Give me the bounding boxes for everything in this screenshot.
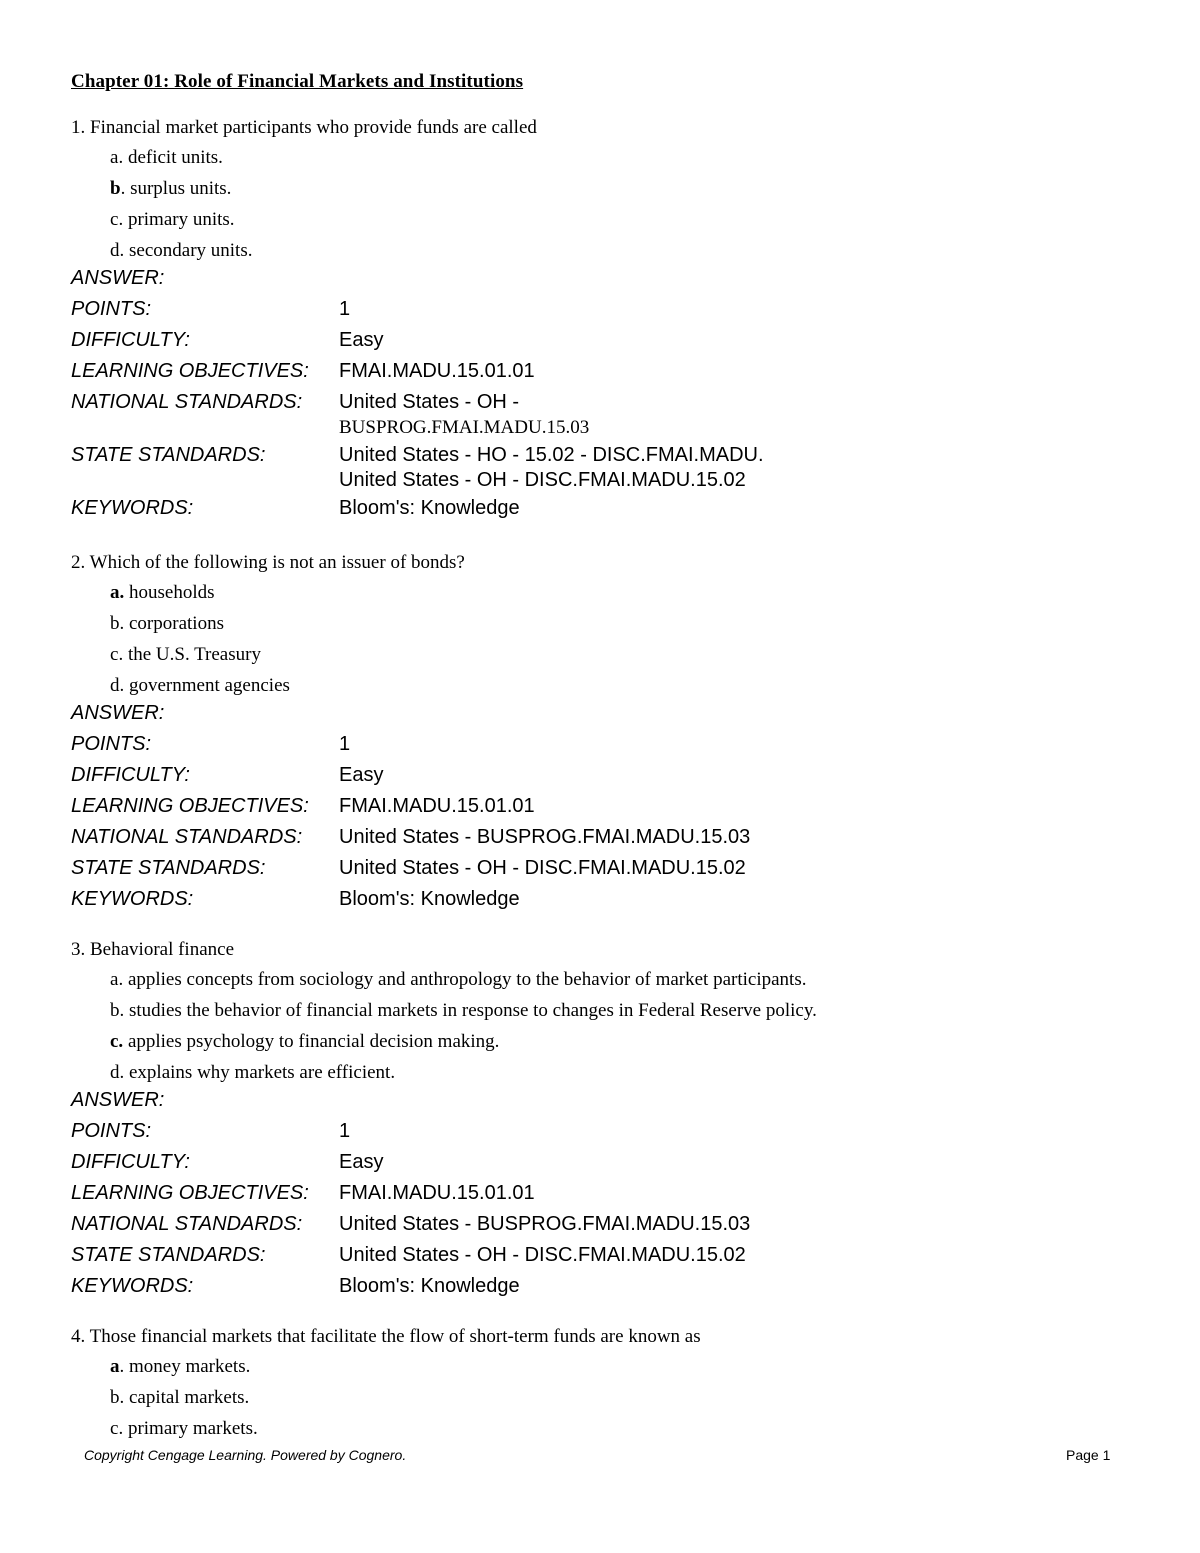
question-3 <box>71 936 1131 1305</box>
choice-c: c. the U.S. Treasury <box>110 644 261 665</box>
answer-row: ANSWER: <box>71 267 165 289</box>
keywords-row: KEYWORDS: Bloom's: Knowledge <box>71 888 520 910</box>
answer-row: ANSWER: <box>71 702 165 724</box>
choice-b: b. surplus units. <box>110 178 232 199</box>
state-standards-row: STATE STANDARDS: United States - OH - DISC.FMAI.MADU.15.02 <box>71 1244 746 1266</box>
national-standards-row: NATIONAL STANDARDS: United States - BUSPROG.FMAI.MADU.15.03 <box>71 826 751 848</box>
points-row: POINTS: 1 <box>71 1120 351 1142</box>
page-number: Page 1 <box>1066 1447 1111 1463</box>
choice-a: a. applies concepts from sociology and anthropology to the behavior of market participants. <box>110 969 807 990</box>
choice-d: d. explains why markets are efficient. <box>110 1062 396 1083</box>
question-1 <box>71 114 1131 527</box>
question-2 <box>71 549 1131 918</box>
question-stem: 4. Those financial markets that facilitate the flow of short-term funds are known as <box>71 1326 701 1347</box>
choice-b: b. corporations <box>110 613 224 634</box>
learning-objectives-row: LEARNING OBJECTIVES: FMAI.MADU.15.01.01 <box>71 795 535 817</box>
choice-c: c. primary units. <box>110 209 235 230</box>
footer-copyright: Copyright Cengage Learning. Powered by Cognero. <box>84 1447 407 1463</box>
national-standards-row: NATIONAL STANDARDS: United States - BUSPROG.FMAI.MADU.15.03 <box>71 1213 751 1235</box>
points-row: POINTS: 1 <box>71 733 351 755</box>
choice-a: a. money markets. <box>110 1356 251 1377</box>
choice-d: d. government agencies <box>110 675 290 696</box>
answer-row: ANSWER: <box>71 1089 165 1111</box>
question-stem: 2. Which of the following is not an issuer of bonds? <box>71 552 465 573</box>
question-stem: 1. Financial market participants who provide funds are called <box>71 117 537 138</box>
state-standards-row: STATE STANDARDS: United States - OH - DISC.FMAI.MADU.15.02 <box>71 857 746 879</box>
choice-c: c. applies psychology to financial decision making. <box>110 1031 500 1052</box>
question-4 <box>71 1323 1131 1444</box>
difficulty-row: DIFFICULTY: Easy <box>71 329 384 351</box>
choice-b: b. capital markets. <box>110 1387 250 1408</box>
choice-c: c. primary markets. <box>110 1418 258 1439</box>
keywords-row: KEYWORDS: Bloom's: Knowledge <box>71 1275 520 1297</box>
choice-a: a. deficit units. <box>110 147 223 168</box>
difficulty-row: DIFFICULTY: Easy <box>71 1151 384 1173</box>
learning-objectives-row: LEARNING OBJECTIVES: FMAI.MADU.15.01.01 <box>71 1182 535 1204</box>
question-stem: 3. Behavioral finance <box>71 939 235 960</box>
choice-b: b. studies the behavior of financial markets in response to changes in Federal Reserve policy. <box>110 1000 817 1021</box>
learning-objectives-row: LEARNING OBJECTIVES: FMAI.MADU.15.01.01 <box>71 360 535 382</box>
choice-d: d. secondary units. <box>110 240 253 261</box>
state-standards-row: STATE STANDARDS: United States - HO - 15.02 - DISC.FMAI.MADU. United States - OH - DISC.FMAI.MADU.15.02 <box>71 444 764 491</box>
choice-a: a. households <box>110 582 215 603</box>
keywords-row: KEYWORDS: Bloom's: Knowledge <box>71 497 520 519</box>
page-title: Chapter 01: Role of Financial Markets and Institutions <box>71 71 524 92</box>
points-row: POINTS: 1 <box>71 298 351 320</box>
national-standards-row: NATIONAL STANDARDS: United States - OH - BUSPROG.FMAI.MADU.15.03 <box>71 391 590 438</box>
difficulty-row: DIFFICULTY: Easy <box>71 764 384 786</box>
